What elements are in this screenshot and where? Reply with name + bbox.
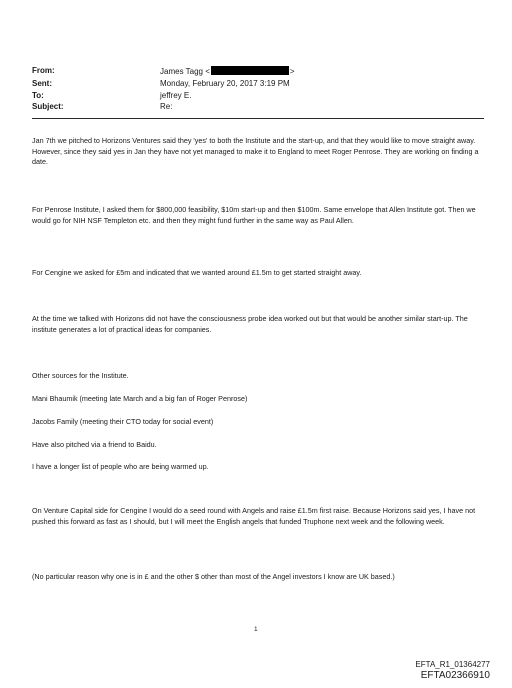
paragraph-mani-bhaumik: Mani Bhaumik (meeting late March and a big fan of Roger Penrose) <box>32 394 248 403</box>
paragraph-other-sources: Other sources for the Institute. <box>32 371 129 380</box>
sent-value: Monday, February 20, 2017 3:19 PM <box>160 79 290 88</box>
sent-label: Sent: <box>32 79 52 88</box>
subject-value: Re: <box>160 102 173 111</box>
page-number: 1 <box>254 626 258 633</box>
paragraph-consciousness-probe: At the time we talked with Horizons did not have the consciousness probe idea worked out but that would be another similar start-up. The institute generates a lot of practical ideas for companies. <box>32 314 468 334</box>
bates-number-2: EFTA02366910 <box>420 670 490 681</box>
redaction-box <box>211 66 289 75</box>
header-divider <box>32 118 484 119</box>
from-value <box>160 66 295 77</box>
from-suffix: > <box>289 67 295 76</box>
paragraph-currency-note: (No particular reason why one is in £ and the other $ other than most of the Angel investors I know are UK based.) <box>32 572 395 581</box>
paragraph-venture-capital: On Venture Capital side for Cengine I would do a seed round with Angels and raise £1.5m first raise. Because Horizons said yes, I have not pushed this forward as fast as I should, but I will meet the English angels that funded Truphone next week and the following week. <box>32 506 476 526</box>
subject-label: Subject: <box>32 102 64 111</box>
to-value: jeffrey E. <box>160 91 192 100</box>
from-label: From: <box>32 66 55 75</box>
paragraph-horizons-pitch: Jan 7th we pitched to Horizons Ventures said they 'yes' to both the Institute and the start-up, and that they would like to move straight away. However, since they said yes in Jan they have not yet managed to make it to England to meet Roger Penrose. They are working on finding a date. <box>32 136 479 166</box>
paragraph-penrose-institute: For Penrose Institute, I asked them for $800,000 feasibility, $10m start-up and then $100m. Same envelope that Allen Institute got. Then we would go for NIH NSF Templeton etc. and then they might fund further in the same way as Paul Allen. <box>32 205 476 225</box>
from-name: James Tagg < <box>160 67 210 76</box>
paragraph-jacobs-family: Jacobs Family (meeting their CTO today for social event) <box>32 417 214 426</box>
paragraph-cengine-ask: For Cengine we asked for £5m and indicated that we wanted around £1.5m to get started straight away. <box>32 268 362 277</box>
bates-number-1: EFTA_R1_01364277 <box>415 660 490 669</box>
paragraph-longer-list: I have a longer list of people who are being warmed up. <box>32 462 209 471</box>
to-label: To: <box>32 91 44 100</box>
paragraph-baidu: Have also pitched via a friend to Baidu. <box>32 440 157 449</box>
